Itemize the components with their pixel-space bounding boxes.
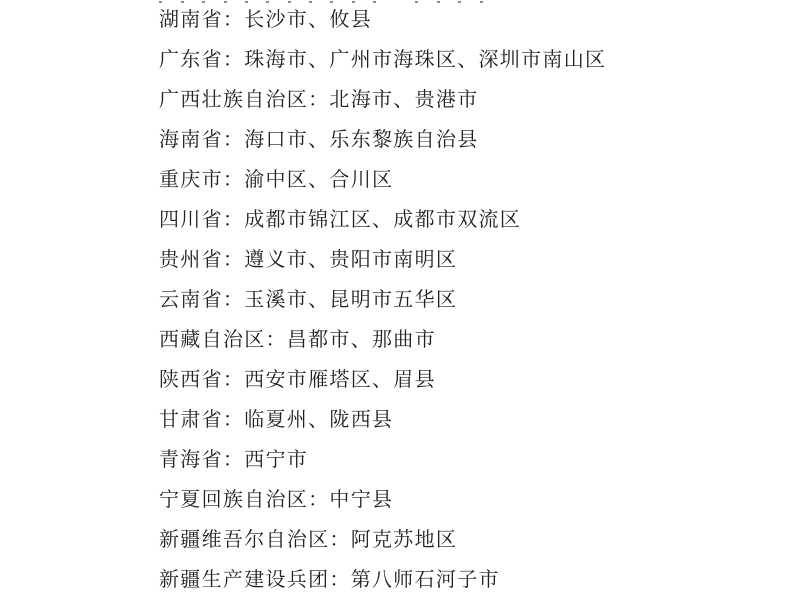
text-line: 青海省：西宁市 (159, 449, 309, 471)
text-line: 西藏自治区：昌都市、那曲市 (159, 329, 436, 351)
text-line: 甘肃省：临夏州、陇西县 (159, 409, 394, 431)
province-list (159, 0, 774, 600)
text-line: 新疆生产建设兵团：第八师石河子市 (159, 569, 500, 591)
text-line: 广西壮族自治区：北海市、贵港市 (159, 89, 479, 111)
text-line: 广东省：珠海市、广州市海珠区、深圳市南山区 (159, 49, 607, 71)
text-line: 四川省：成都市锦江区、成都市双流区 (159, 209, 522, 231)
text-line: 湖南省：长沙市、攸县 (159, 9, 372, 31)
text-line: 云南省：玉溪市、昆明市五华区 (159, 289, 458, 311)
text-line: 陕西省：西安市雁塔区、眉县 (159, 369, 436, 391)
text-line: 新疆维吾尔自治区：阿克苏地区 (159, 529, 458, 551)
text-line: 重庆市：渝中区、合川区 (159, 169, 394, 191)
text-line: 宁夏回族自治区：中宁县 (159, 489, 394, 511)
text-line: 贵州省：遵义市、贵阳市南明区 (159, 249, 458, 271)
text-line: 海南省：海口市、乐东黎族自治县 (159, 129, 479, 151)
